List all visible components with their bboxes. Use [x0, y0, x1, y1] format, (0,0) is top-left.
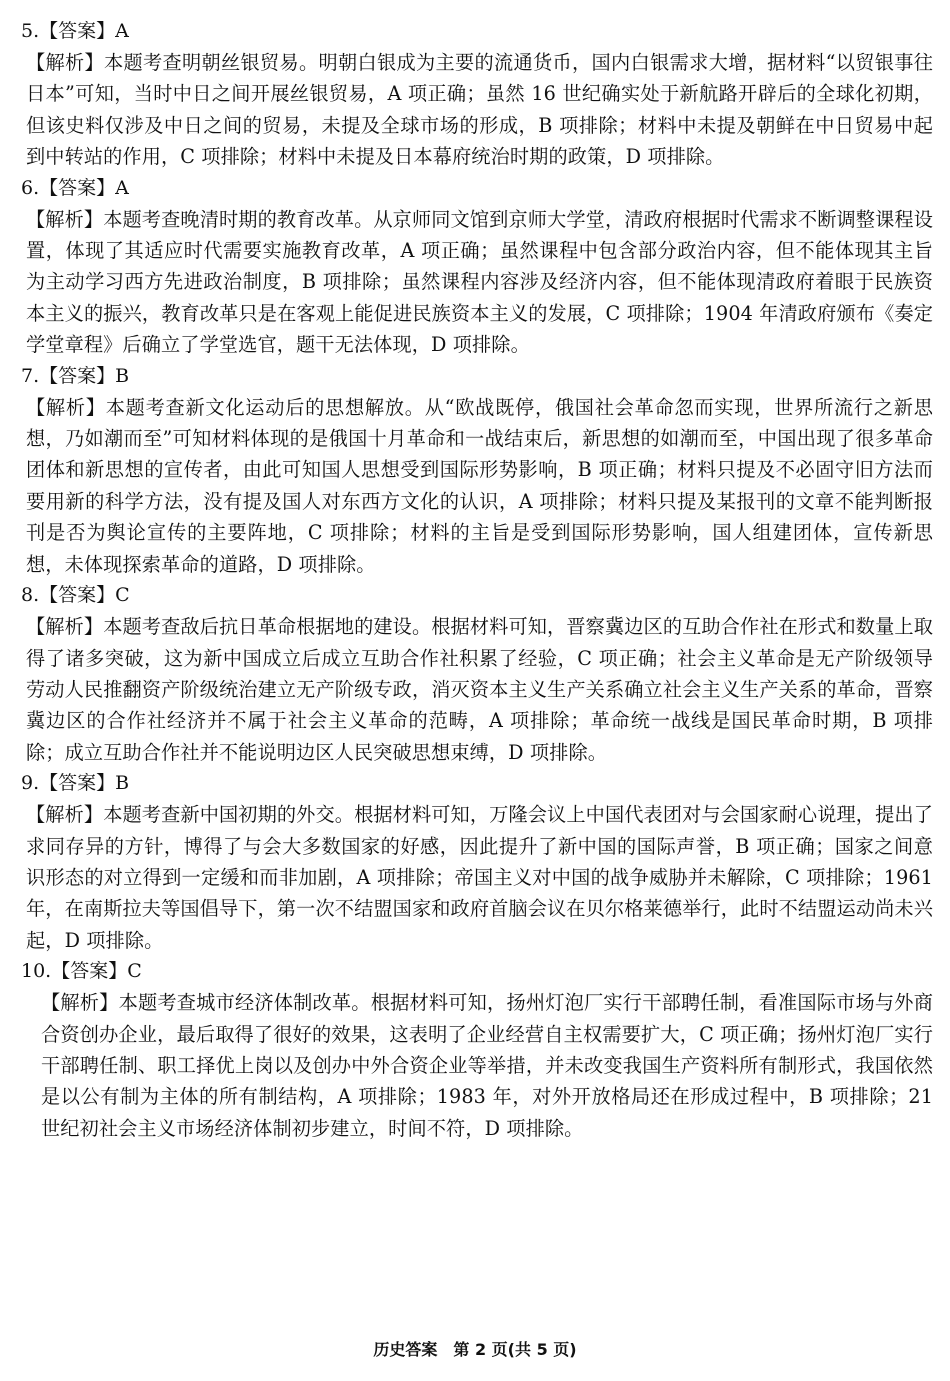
analysis-text: 本题考查城市经济体制改革。根据材料可知，扬州灯泡厂实行干部聘任制，看准国际市场与外商合资创办企业，最后取得了很好的效果，这表明了企业经营自主权需要扩大，C 项正确；扬州灯泡厂实行干部聘任制、职工择优上岗以及创办中外合资企业等举措，并未改变我国生产资料所有制形式，我国依然是以公有制为主体的所有制结构，A 项排除；1983 年，对外开放格局还在形成过程中，B 项排除；21 世纪初社会主义市场经济体制初步建立，时间不符，D 项排除。 — [41, 991, 933, 1140]
answer-letter: B — [115, 364, 130, 387]
answer-tag: 【答案】 — [51, 960, 128, 983]
answer-letter: C — [115, 584, 130, 607]
analysis-tag: 【解析】 — [26, 803, 104, 827]
analysis-text: 本题考查新文化运动后的思想解放。从“欧战既停，俄国社会革命忽而实现，世界所流行之新思想，乃如潮而至”可知材料体现的是俄国十月革命和一战结束后，新思想的如潮而至，中国出现了很多革命团体和新思想的宣传者，由此可知国人思想受到国际形势影响，B 项正确；材料只提及不必固守旧方法而要用新的科学方法，没有提及国人对东西方文化的认识，A 项排除；材料只提及某报刊的文章不能判断报刊是否为舆论宣传的主要阵地，C 项排除；材料的主旨是受到国际形势影响，国人组建团体，宣传新思想，未体现探索革命的道路，D 项排除。 — [26, 395, 933, 576]
question-number: 10. — [21, 960, 52, 983]
answer-line — [21, 580, 933, 611]
question-number: 9. — [21, 772, 40, 795]
answer-letter: A — [115, 176, 129, 199]
question-5 — [21, 16, 933, 173]
answer-letter: A — [115, 20, 129, 42]
question-8 — [21, 580, 933, 768]
question-10 — [21, 956, 933, 1144]
answer-line — [21, 173, 933, 204]
question-6 — [21, 173, 933, 361]
analysis-text: 本题考查晚清时期的教育改革。从京师同文馆到京师大学堂，清政府根据时代需求不断调整课程设置，体现了其适应时代需要实施教育改革，A 项正确；虽然课程中包含部分政治内容，但不能体现其主旨为主动学习西方先进政治制度，B 项排除；虽然课程内容涉及经济内容，但不能体现清政府着眼于民族资本主义的振兴，教育改革只是在客观上能促进民族资本主义的发展，C 项排除；1904 年清政府颁布《奏定学堂章程》后确立了学堂选官，题干无法体现，D 项排除。 — [26, 207, 933, 357]
analysis-text: 本题考查敌后抗日革命根据地的建设。根据材料可知，晋察冀边区的互助合作社在形式和数量上取得了诸多突破，这为新中国成立后成立互助合作社积累了经验，C 项正确；社会主义革命是无产阶级领导劳动人民推翻资产阶级统治建立无产阶级专政，消灭资本主义生产关系确立社会主义生产关系的革命，晋察冀边区的合作社经济并不属于社会主义革命的范畴，A 项排除；革命统一战线是国民革命时期，B 项排除；成立互助合作社并不能说明边区人民突破思想束缚，D 项排除。 — [26, 615, 933, 764]
answer-tag: 【答案】 — [39, 20, 116, 42]
question-7 — [21, 361, 933, 580]
answer-line — [21, 16, 933, 47]
analysis-text: 本题考查明朝丝银贸易。明朝白银成为主要的流通货币，国内白银需求大增，据材料“以贸银事往日本”可知，当时中日之间开展丝银贸易，A 项正确；虽然 16 世纪确实处于新航路开辟后的全球化初期，但该史料仅涉及中日之间的贸易，未提及全球市场的形成，B 项排除；材料中未提及朝鲜在中日贸易中起到中转站的作用，C 项排除；材料中未提及日本幕府统治时期的政策，D 项排除。 — [26, 51, 933, 169]
answer-tag: 【答案】 — [39, 584, 116, 607]
analysis-paragraph — [26, 204, 933, 361]
analysis-tag: 【解析】 — [26, 51, 105, 74]
answer-tag: 【答案】 — [39, 772, 116, 795]
answer-letter: B — [115, 772, 130, 795]
answer-line — [21, 361, 933, 392]
question-number: 5. — [21, 20, 40, 42]
answer-tag: 【答案】 — [39, 176, 116, 199]
analysis-tag: 【解析】 — [26, 207, 104, 231]
analysis-paragraph — [41, 987, 933, 1144]
answer-tag: 【答案】 — [39, 364, 116, 387]
analysis-paragraph — [26, 47, 933, 173]
question-number: 8. — [21, 584, 40, 607]
analysis-tag: 【解析】 — [26, 615, 104, 639]
analysis-paragraph — [26, 392, 933, 580]
page-footer: 历史答案 第 2 页(共 5 页) — [373, 1340, 577, 1359]
question-9 — [21, 768, 933, 956]
question-number: 6. — [21, 176, 40, 199]
answer-line — [21, 768, 933, 799]
answer-content — [21, 16, 933, 1144]
analysis-text: 本题考查新中国初期的外交。根据材料可知，万隆会议上中国代表团对与会国家耐心说理，提出了求同存异的方针，博得了与会大多数国家的好感，因此提升了新中国的国际声誉，B 项正确；国家之间意识形态的对立得到一定缓和而非加剧，A 项排除；帝国主义对中国的战争威胁并未解除，C 项排除；1961 年，在南斯拉夫等国倡导下，第一次不结盟国家和政府首脑会议在贝尔格莱德举行，此时不结盟运动尚未兴起，D 项排除。 — [26, 803, 933, 952]
question-number: 7. — [21, 364, 40, 387]
answer-letter: C — [127, 960, 142, 983]
analysis-paragraph — [26, 799, 933, 956]
analysis-tag: 【解析】 — [26, 395, 106, 419]
analysis-tag: 【解析】 — [41, 991, 119, 1015]
answer-line — [21, 956, 933, 987]
analysis-paragraph — [26, 611, 933, 768]
